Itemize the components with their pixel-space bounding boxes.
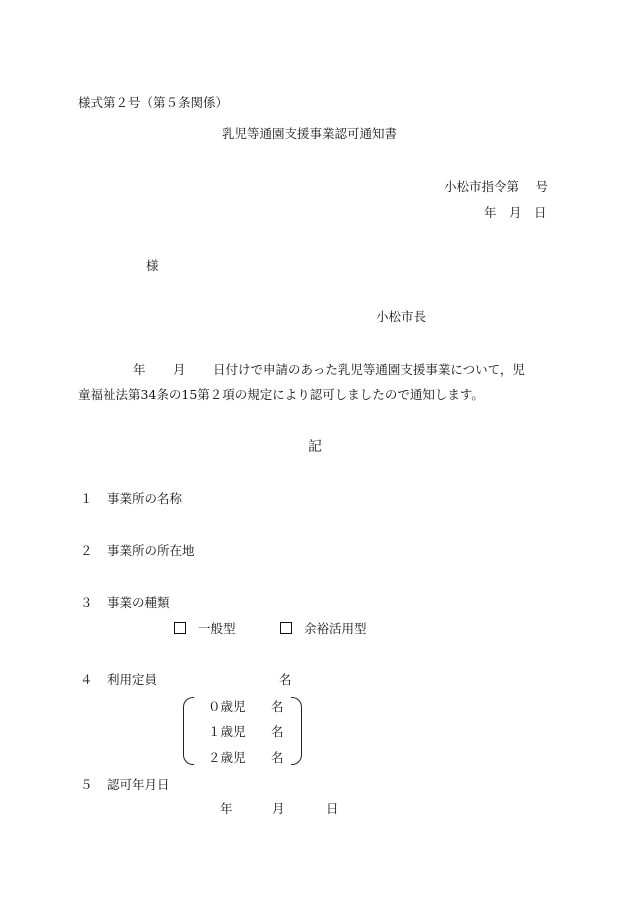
age-label: １歳児 xyxy=(208,724,246,739)
item-label-capacity: 利用定員 xyxy=(107,672,158,687)
reference-number: 小松市指令第 号 xyxy=(444,179,548,194)
reference-date: 年 月 日 xyxy=(484,205,547,220)
age-unit: 名 xyxy=(271,699,284,714)
item-label-approval-date: 認可年月日 xyxy=(107,777,170,792)
option-surplus-type[interactable] xyxy=(280,622,367,636)
item-number: １ xyxy=(80,491,93,506)
option-general-type[interactable] xyxy=(174,622,236,636)
form-number: 様式第２号（第５条関係） xyxy=(78,95,229,110)
addressee-honorific: 様 xyxy=(146,258,159,273)
approval-year: 年 xyxy=(220,801,233,816)
item-number: ４ xyxy=(80,672,93,687)
approval-month: 月 xyxy=(272,801,285,816)
age-unit: 名 xyxy=(271,724,284,739)
item-number: ２ xyxy=(80,543,93,558)
age-label: ０歳児 xyxy=(208,699,246,714)
body-month: 月 xyxy=(173,362,186,377)
age-label: ２歳児 xyxy=(208,750,246,765)
approval-day: 日 xyxy=(326,801,339,816)
item-number: ５ xyxy=(80,777,93,792)
document-title: 乳児等通園支援事業認可通知書 xyxy=(222,126,398,141)
body-year: 年 xyxy=(133,362,146,377)
age-unit: 名 xyxy=(271,750,284,765)
ki-heading: 記 xyxy=(308,439,322,455)
checkbox-icon[interactable] xyxy=(280,622,292,634)
capacity-unit: 名 xyxy=(279,672,292,687)
option-label: 余裕活用型 xyxy=(304,621,367,636)
item-label-facility-name: 事業所の名称 xyxy=(107,491,183,506)
right-bracket xyxy=(291,697,302,765)
item-number: ３ xyxy=(80,595,93,610)
checkbox-icon[interactable] xyxy=(174,622,186,634)
body-line1: 日付けで申請のあった乳児等通園支援事業について，児 xyxy=(213,362,525,377)
left-bracket xyxy=(183,697,194,765)
issuer-name: 小松市長 xyxy=(376,309,427,324)
body-line2: 童福祉法第34条の15第２項の規定により認可しましたので通知します。 xyxy=(78,387,484,402)
option-label: 一般型 xyxy=(198,621,236,636)
item-label-business-type: 事業の種類 xyxy=(107,595,170,610)
item-label-facility-address: 事業所の所在地 xyxy=(107,543,195,558)
